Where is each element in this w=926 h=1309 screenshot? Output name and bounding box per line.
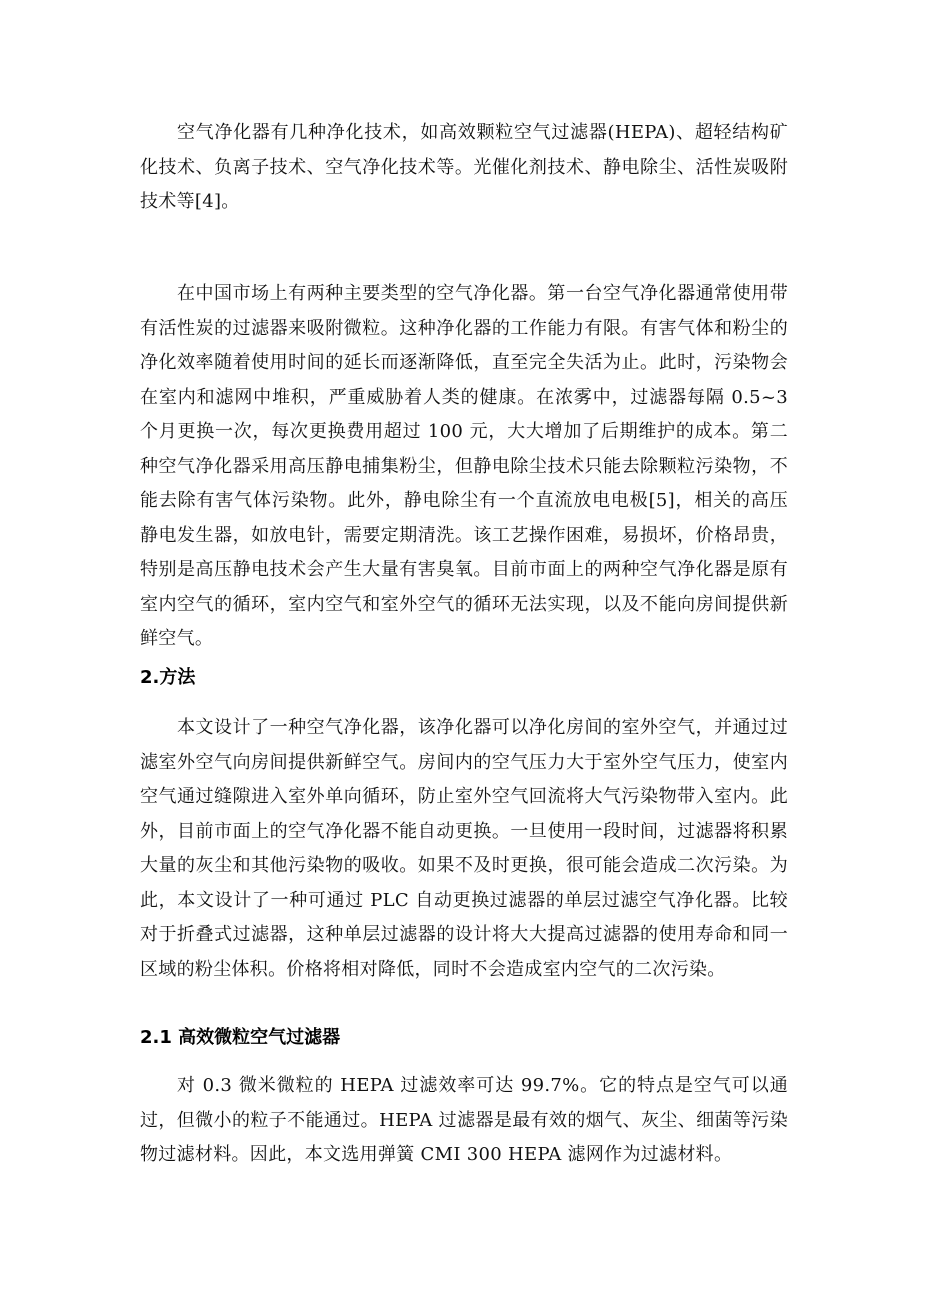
paragraph-market-types: 在中国市场上有两种主要类型的空气净化器。第一台空气净化器通常使用带有活性炭的过滤器来吸附微粒。这种净化器的工作能力有限。有害气体和粉尘的净化效率随着使用时间的延长而逐渐降低，直至完全失活为止。此时，污染物会在室内和滤网中堆积，严重威胁着人类的健康。在浓雾中，过滤器每隔 0.5~3 个月更换一次，每次更换费用超过 100 元，大大增加了后期维护的成本。第二种空气净化器采用高压静电捕集粉尘，但静电除尘技术只能去除颗粒污染物，不能去除有害气体污染物。此外，静电除尘有一个直流放电电极[5]，相关的高压静电发生器，如放电针，需要定期清洗。该工艺操作困难，易损坏，价格昂贵，特别是高压静电技术会产生大量有害臭氧。目前市面上的两种空气净化器是原有室内空气的循环，室内空气和室外空气的循环无法实现，以及不能向房间提供新鲜空气。 bbox=[140, 283, 788, 649]
section-heading-method: 2.方法 bbox=[140, 667, 196, 688]
section-heading-hepa-filter: 2.1 高效微粒空气过滤器 bbox=[140, 1027, 341, 1048]
paragraph-method: 本文设计了一种空气净化器，该净化器可以净化房间的室外空气，并通过过滤室外空气向房间提供新鲜空气。房间内的空气压力大于室外空气压力，使室内空气通过缝隙进入室外单向循环，防止室外空气回流将大气污染物带入室内。此外，目前市面上的空气净化器不能自动更换。一旦使用一段时间，过滤器将积累大量的灰尘和其他污染物的吸收。如果不及时更换，很可能会造成二次污染。为此，本文设计了一种可通过 PLC 自动更换过滤器的单层过滤空气净化器。比较对于折叠式过滤器，这种单层过滤器的设计将大大提高过滤器的使用寿命和同一区域的粉尘体积。价格将相对降低，同时不会造成室内空气的二次污染。 bbox=[140, 717, 788, 980]
paragraph-hepa-filter: 对 0.3 微米微粒的 HEPA 过滤效率可达 99.7%。它的特点是空气可以通过，但微小的粒子不能通过。HEPA 过滤器是最有效的烟气、灰尘、细菌等污染物过滤材料。因此，本文选用弹簧 CMI 300 HEPA 滤网作为过滤材料。 bbox=[140, 1075, 788, 1165]
intro-paragraph-purification-technologies: 空气净化器有几种净化技术，如高效颗粒空气过滤器(HEPA)、超轻结构矿化技术、负离子技术、空气净化技术等。光催化剂技术、静电除尘、活性炭吸附技术等[4]。 bbox=[140, 122, 788, 212]
